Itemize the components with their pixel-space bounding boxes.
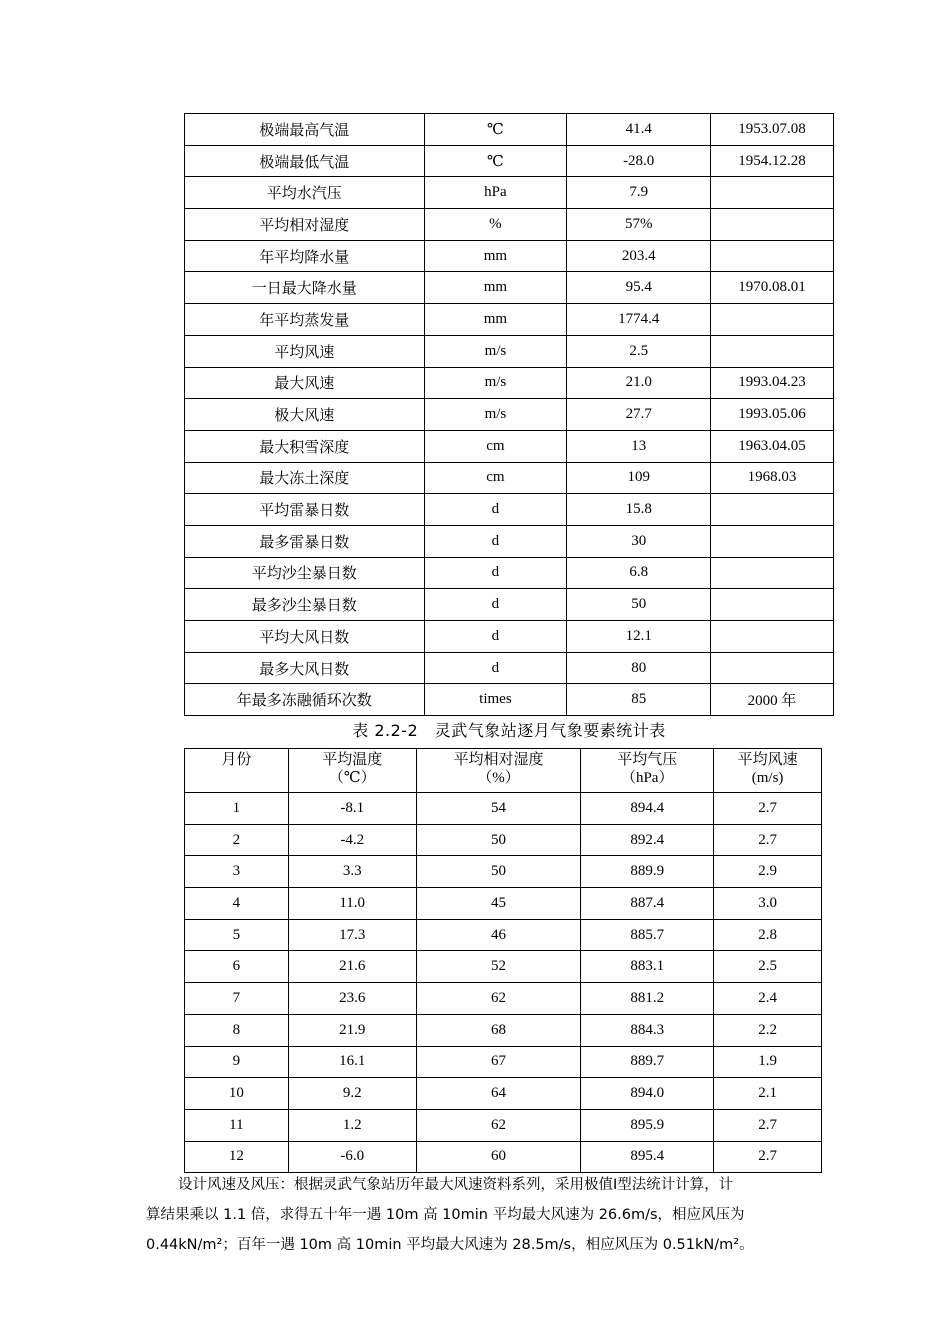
table-row: [185, 621, 834, 653]
table-cell: 2.1: [714, 1078, 822, 1110]
table-cell: 889.7: [581, 1046, 714, 1078]
table-cell: [711, 335, 834, 367]
table-cell: 95.4: [567, 272, 711, 304]
table-cell: [711, 209, 834, 241]
table-cell: 1993.05.06: [711, 399, 834, 431]
table-cell: 60: [416, 1141, 581, 1173]
table-cell: 平均风速: [185, 335, 425, 367]
table-cell: 2.8: [714, 919, 822, 951]
table-cell: 最多沙尘暴日数: [185, 589, 425, 621]
table-row: [185, 589, 834, 621]
table-cell: 21.6: [288, 951, 416, 983]
table-cell: -8.1: [288, 793, 416, 825]
table-cell: hPa: [424, 177, 567, 209]
table-cell: 7.9: [567, 177, 711, 209]
table-cell: 62: [416, 983, 581, 1015]
column-header-unit: （%）: [477, 770, 520, 786]
column-header-label: 平均风速: [737, 752, 798, 768]
paragraph-line: 设计风速及风压：根据灵武气象站历年最大风速资料系列，采用极值Ⅰ型法统计计算，计: [178, 1177, 734, 1193]
table-row: [185, 430, 834, 462]
table-cell: 21.9: [288, 1014, 416, 1046]
table-cell: m/s: [424, 367, 567, 399]
table-cell: d: [424, 557, 567, 589]
table-cell: 1954.12.28: [711, 145, 834, 177]
table-cell: 2.2: [714, 1014, 822, 1046]
table-row: [185, 793, 822, 825]
table-row: [185, 462, 834, 494]
table-cell: 23.6: [288, 983, 416, 1015]
table-cell: 2.9: [714, 856, 822, 888]
table-cell: [711, 240, 834, 272]
column-header-label: 月份: [221, 752, 252, 768]
table-row: [185, 919, 822, 951]
table-cell: 1953.07.08: [711, 114, 834, 146]
table-row: [185, 240, 834, 272]
table-cell: 7: [185, 983, 289, 1015]
table-cell: 15.8: [567, 494, 711, 526]
table-row: [185, 494, 834, 526]
table-cell: 最大风速: [185, 367, 425, 399]
table-cell: 最多雷暴日数: [185, 525, 425, 557]
table-cell: times: [424, 684, 567, 716]
table-cell: d: [424, 525, 567, 557]
table-cell: mm: [424, 304, 567, 336]
table-cell: 57%: [567, 209, 711, 241]
paragraph-line: 0.44kN/m²；百年一遇 10m 高 10min 平均最大风速为 28.5m/s，相应风压为 0.51kN/m²。: [146, 1237, 754, 1253]
table-row: [185, 983, 822, 1015]
table-row: [185, 209, 834, 241]
table-cell: 894.0: [581, 1078, 714, 1110]
table-cell: 895.4: [581, 1141, 714, 1173]
table-cell: 30: [567, 525, 711, 557]
table-cell: 平均相对湿度: [185, 209, 425, 241]
table-cell: 3: [185, 856, 289, 888]
table-cell: 80: [567, 652, 711, 684]
table-cell: 8: [185, 1014, 289, 1046]
column-header-unit: （℃）: [328, 770, 376, 786]
table-cell: 年最多冻融循环次数: [185, 684, 425, 716]
table-cell: ℃: [424, 114, 567, 146]
table-row: [185, 1078, 822, 1110]
table-cell: 17.3: [288, 919, 416, 951]
table-cell: 884.3: [581, 1014, 714, 1046]
table-cell: [711, 589, 834, 621]
table-cell: 最多大风日数: [185, 652, 425, 684]
table-cell: [711, 621, 834, 653]
table-cell: 2: [185, 824, 289, 856]
table-cell: 1970.08.01: [711, 272, 834, 304]
table-row: [185, 1141, 822, 1173]
table-cell: -28.0: [567, 145, 711, 177]
table-cell: 1968.03: [711, 462, 834, 494]
table-cell: cm: [424, 430, 567, 462]
table-cell: 极大风速: [185, 399, 425, 431]
table-cell: 1963.04.05: [711, 430, 834, 462]
table-cell: 881.2: [581, 983, 714, 1015]
paragraph-line: 算结果乘以 1.1 倍，求得五十年一遇 10m 高 10min 平均最大风速为 26.6m/s，相应风压为: [146, 1207, 745, 1223]
column-header: [581, 749, 714, 793]
table-cell: 62: [416, 1109, 581, 1141]
table-cell: 1.2: [288, 1109, 416, 1141]
climate-extremes-table: [184, 113, 834, 716]
table-cell: 85: [567, 684, 711, 716]
table-cell: 12: [185, 1141, 289, 1173]
table-cell: d: [424, 621, 567, 653]
table-row: [185, 177, 834, 209]
table-cell: 极端最高气温: [185, 114, 425, 146]
table-cell: d: [424, 589, 567, 621]
table-cell: 年平均蒸发量: [185, 304, 425, 336]
table-cell: cm: [424, 462, 567, 494]
table-cell: 平均雷暴日数: [185, 494, 425, 526]
table-cell: 892.4: [581, 824, 714, 856]
table-row: [185, 114, 834, 146]
table-cell: 27.7: [567, 399, 711, 431]
table-cell: 1: [185, 793, 289, 825]
table-cell: 最大积雪深度: [185, 430, 425, 462]
monthly-climate-table: [184, 748, 822, 1173]
table-cell: 46: [416, 919, 581, 951]
table-row: [185, 684, 834, 716]
table-cell: 11: [185, 1109, 289, 1141]
table-cell: mm: [424, 240, 567, 272]
table-cell: 45: [416, 888, 581, 920]
table-cell: 41.4: [567, 114, 711, 146]
table-cell: 895.9: [581, 1109, 714, 1141]
table-cell: 203.4: [567, 240, 711, 272]
table-cell: 16.1: [288, 1046, 416, 1078]
table-cell: 2.4: [714, 983, 822, 1015]
table-row: [185, 856, 822, 888]
table-cell: [711, 177, 834, 209]
table-row: [185, 304, 834, 336]
table-cell: 11.0: [288, 888, 416, 920]
table-cell: 883.1: [581, 951, 714, 983]
column-header-label: 平均温度: [322, 752, 383, 768]
table-cell: 894.4: [581, 793, 714, 825]
table-row: [185, 367, 834, 399]
table-cell: 5: [185, 919, 289, 951]
column-header: [416, 749, 581, 793]
table-cell: 68: [416, 1014, 581, 1046]
climate-extremes-table-body: [185, 114, 834, 716]
table-cell: 一日最大降水量: [185, 272, 425, 304]
table-cell: 2.5: [567, 335, 711, 367]
column-header: [288, 749, 416, 793]
table-cell: mm: [424, 272, 567, 304]
design-wind-paragraph: [146, 1170, 846, 1260]
table-row: [185, 145, 834, 177]
table-cell: 1774.4: [567, 304, 711, 336]
table-caption: 表 2.2-2 灵武气象站逐月气象要素统计表: [352, 721, 666, 740]
table-cell: 67: [416, 1046, 581, 1078]
table-cell: 21.0: [567, 367, 711, 399]
table-cell: 50: [416, 856, 581, 888]
table-cell: 1.9: [714, 1046, 822, 1078]
table-cell: -6.0: [288, 1141, 416, 1173]
table-row: [185, 525, 834, 557]
table-row: [185, 399, 834, 431]
table-cell: 年平均降水量: [185, 240, 425, 272]
table-cell: 6.8: [567, 557, 711, 589]
table-cell: d: [424, 494, 567, 526]
table-cell: 50: [416, 824, 581, 856]
table-row: [185, 1046, 822, 1078]
column-header: [714, 749, 822, 793]
table-cell: ℃: [424, 145, 567, 177]
table-cell: -4.2: [288, 824, 416, 856]
column-header-label: 平均相对湿度: [453, 752, 544, 768]
table-cell: 2.5: [714, 951, 822, 983]
table-row: [185, 951, 822, 983]
table-cell: 64: [416, 1078, 581, 1110]
table-cell: 6: [185, 951, 289, 983]
column-header: [185, 749, 289, 793]
table-cell: 平均大风日数: [185, 621, 425, 653]
table-cell: 887.4: [581, 888, 714, 920]
table-cell: 2.7: [714, 793, 822, 825]
table-cell: 50: [567, 589, 711, 621]
table-cell: 885.7: [581, 919, 714, 951]
table-cell: 10: [185, 1078, 289, 1110]
table-row: [185, 1109, 822, 1141]
table-cell: [711, 652, 834, 684]
table-cell: d: [424, 652, 567, 684]
column-header-unit: (m/s): [751, 770, 784, 786]
table-cell: %: [424, 209, 567, 241]
table-row: [185, 824, 822, 856]
column-header-unit: （hPa）: [620, 770, 674, 786]
table-cell: [711, 304, 834, 336]
table-cell: 2.7: [714, 1109, 822, 1141]
table-cell: 平均沙尘暴日数: [185, 557, 425, 589]
table-cell: m/s: [424, 335, 567, 367]
table-header-row: [185, 749, 822, 793]
table-cell: m/s: [424, 399, 567, 431]
table-cell: [711, 557, 834, 589]
table-cell: 3.0: [714, 888, 822, 920]
table-cell: 9.2: [288, 1078, 416, 1110]
table-cell: 3.3: [288, 856, 416, 888]
table-cell: 109: [567, 462, 711, 494]
column-header-label: 平均气压: [617, 752, 678, 768]
table-cell: 4: [185, 888, 289, 920]
table-row: [185, 272, 834, 304]
table-row: [185, 652, 834, 684]
table-row: [185, 1014, 822, 1046]
table-cell: 平均水汽压: [185, 177, 425, 209]
table-cell: 13: [567, 430, 711, 462]
table-cell: 最大冻土深度: [185, 462, 425, 494]
table-cell: 54: [416, 793, 581, 825]
table-cell: 极端最低气温: [185, 145, 425, 177]
table-cell: 9: [185, 1046, 289, 1078]
table-cell: [711, 494, 834, 526]
table-cell: 52: [416, 951, 581, 983]
table-cell: 2000 年: [711, 684, 834, 716]
monthly-climate-table-body: [185, 749, 822, 1173]
table-cell: 2.7: [714, 824, 822, 856]
table-cell: [711, 525, 834, 557]
table-row: [185, 888, 822, 920]
table-cell: 2.7: [714, 1141, 822, 1173]
table-cell: 889.9: [581, 856, 714, 888]
table-row: [185, 557, 834, 589]
table-row: [185, 335, 834, 367]
table-cell: 12.1: [567, 621, 711, 653]
table-cell: 1993.04.23: [711, 367, 834, 399]
